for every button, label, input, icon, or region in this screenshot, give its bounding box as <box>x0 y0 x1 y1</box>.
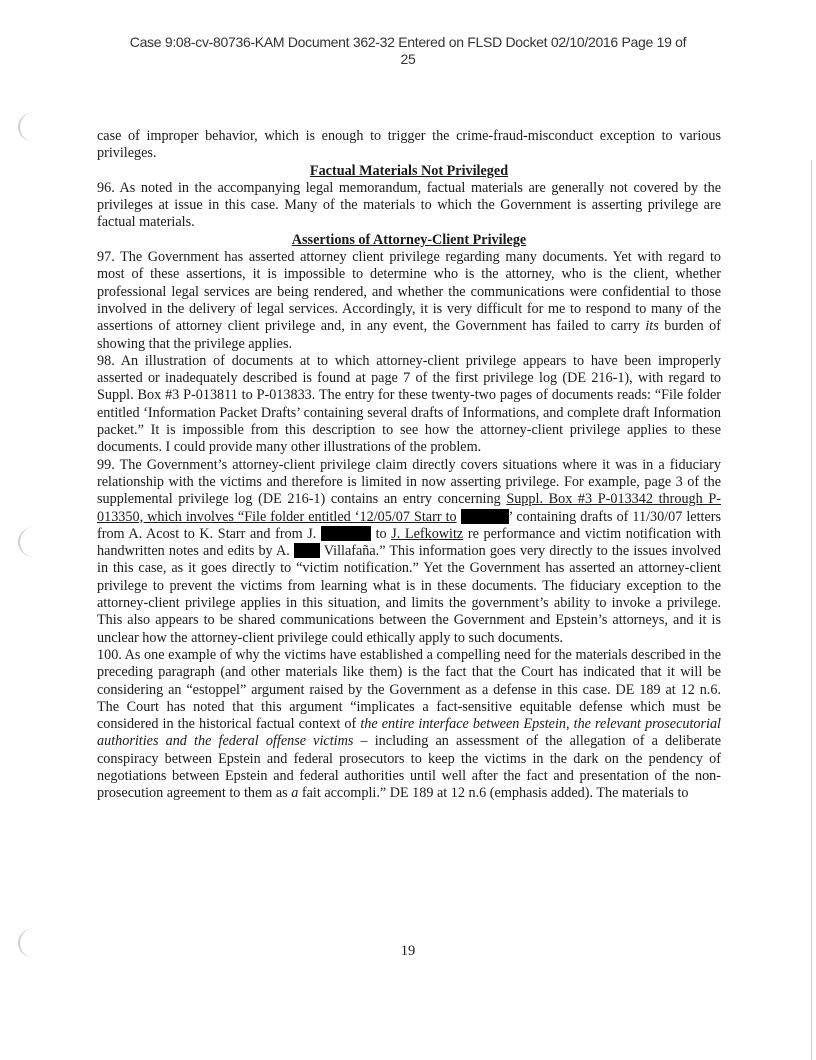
document-body <box>97 128 721 803</box>
paragraph-99-text-3: to <box>370 525 392 542</box>
redaction-block <box>294 543 320 558</box>
paragraph-97-text-end: burden of showing that the privilege applies. <box>97 318 721 352</box>
paragraph-99-text-4: re performance and victim notification with handwritten notes and edits by A. <box>97 525 721 560</box>
heading-attorney-client: Assertions of Attorney-Client Privilege <box>291 231 527 248</box>
paragraph-99-underlined-2: J. Lefkowitz <box>391 525 464 542</box>
case-header-line1: Case 9:08-cv-80736-KAM Document 362-32 Entered on FLSD Docket 02/10/2016 Page 19 of <box>129 34 687 50</box>
paragraph-continued: case of improper behavior, which is enough to trigger the crime-fraud-misconduct exception to various privileges. <box>97 128 721 162</box>
paragraph-100 <box>97 647 721 803</box>
paragraph-98: 98. An illustration of documents at to which attorney-client privilege appears to have been improperly asserted or inadequately described is found at page 7 of the first privilege log (DE 216-1), with regard to Suppl. Box #3 P-013811 to P-013833. The entry for these twenty-two pages of documents reads: “File folder entitled ‘Information Packet Drafts’ containing several drafts of Informations, and complete draft Information packet.” It is impossible from this description to see how the attorney-client privilege applies to these documents. I could provide many other illustrations of the problem. <box>97 352 721 456</box>
page-number: 19 <box>400 943 416 959</box>
redaction-block <box>321 526 371 541</box>
paragraph-100-text: 100. As one example of why the victims have established a compelling need for the materials described in the preceding paragraph (and other materials like them) is the fact that the Court has indicated that it will be considering an “estoppel” argument raised by the Government as a defense in this case. DE 189 at 12 n.6. The Court has noted that this argument “implicates a fact-sensitive equitable defense which must be considered in the historical factual context of <box>97 646 721 733</box>
paragraph-96: 96. As noted in the accompanying legal memorandum, factual materials are generally not covered by the privileges at issue in this case. Many of the materials to which the Government is asserting privilege are factual materials. <box>97 179 721 231</box>
paragraph-100-italic: the entire interface between Epstein, the relevant prosecutorial authorities and the federal offense victims <box>97 716 721 750</box>
scan-edge <box>811 160 812 1060</box>
paragraph-100-italic-2: a <box>291 785 299 802</box>
punch-hole-middle <box>18 527 50 557</box>
case-header <box>24 34 792 68</box>
paragraph-99 <box>97 457 721 647</box>
paragraph-97 <box>97 249 721 353</box>
case-header-line2: 25 <box>400 51 416 67</box>
redaction-block <box>461 509 509 524</box>
paragraph-99-text: 99. The Government’s attorney-client privilege claim directly covers situations where it was in a fiduciary relationship with the victims and therefore is limited in now asserting privilege. For example, page 3 of the supplemental privilege log (DE 216-1) contains an entry concerning <box>97 456 721 508</box>
paragraph-100-text-2: – including an assessment of the allegation of a deliberate conspiracy between Epstein and federal prosecutors to keep the victims in the dark on the pendency of negotiations between Epstein and federal authorities until well after the fact and presentation of the non-prosecution agreement to them as <box>97 733 721 802</box>
paragraph-97-italic: its <box>645 318 659 335</box>
paragraph-99-text-5: Villafaña.” This information goes very directly to the issues involved in this case, as it goes directly to “victim notification.” Yet the Government has asserted an attorney-client privilege to prevent the victims from learning what is in these documents. The fiduciary exception to the attorney-client privilege applies in this situation, and limits the government’s ability to invoke a privilege. This also appears to be shared communications between the Government and Epstein’s attorneys, and it is unclear how the attorney-client privilege could ethically apply to such documents. <box>97 543 721 646</box>
paragraph-97-text: 97. The Government has asserted attorney client privilege regarding many documents. Yet with regard to most of these assertions, it is impossible to determine who is the attorney, who is the client, whether professional legal services are being rendered, and whether the communications were confidential to those involved in the delivery of legal services. Accordingly, it is very difficult for me to respond to many of the assertions of attorney client privilege and, in any event, the Government has failed to carry <box>97 249 721 335</box>
paragraph-99-underlined: Suppl. Box #3 P-013342 through P-013350, which involves “File folder entitled ‘12/05/07 Starr to <box>97 491 721 525</box>
punch-hole-top <box>18 112 50 142</box>
paragraph-100-text-3: fait accompli.” DE 189 at 12 n.6 (emphasis added). The materials to <box>298 785 689 802</box>
heading-factual-materials: Factual Materials Not Privileged <box>309 162 509 179</box>
paragraph-99-text-2: ’ containing drafts of 11/30/07 letters from A. Acost to K. Starr and from J. <box>97 508 722 542</box>
